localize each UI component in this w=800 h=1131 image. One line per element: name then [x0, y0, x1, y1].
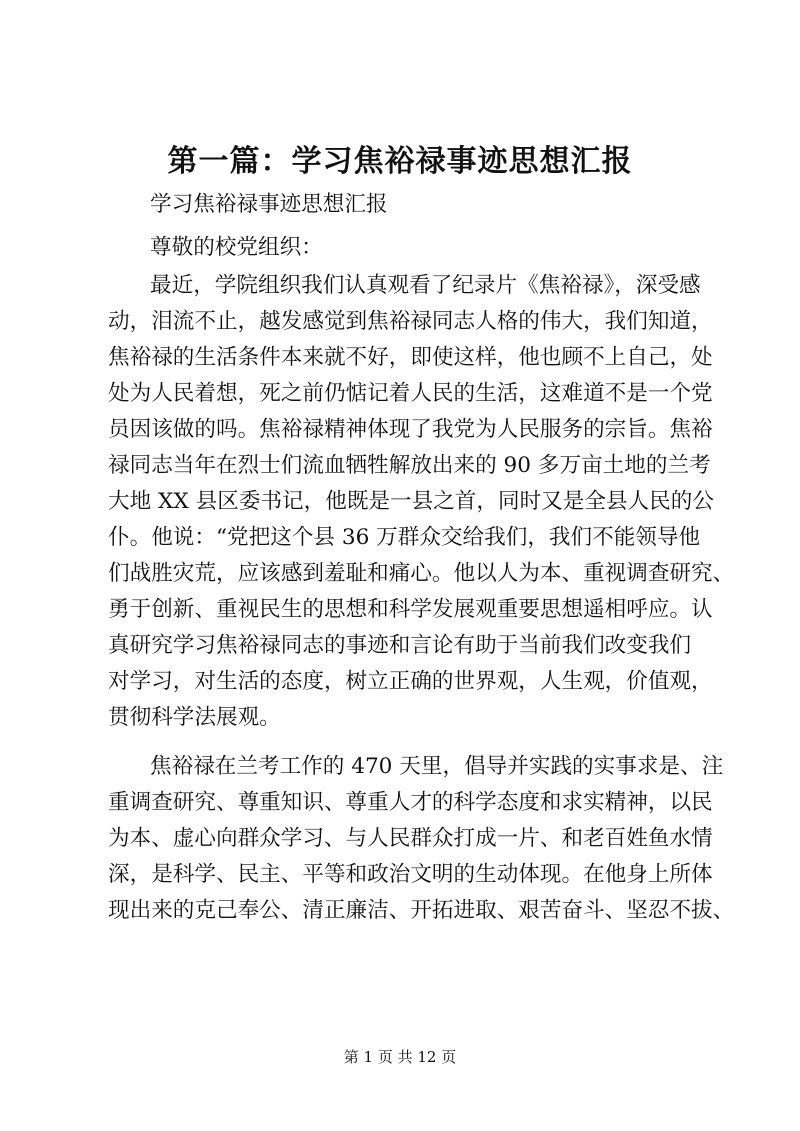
- paragraph-1-line-5: 员因该做的吗。焦裕禄精神体现了我党为人民服务的宗旨。焦裕: [108, 417, 713, 442]
- paragraph-1-line-10: 勇于创新、重视民生的思想和科学发展观重要思想遥相呼应。认: [108, 597, 713, 622]
- subtitle-line: 学习焦裕禄事迹思想汇报: [150, 192, 388, 217]
- paragraph-1-line-8: 仆。他说：“党把这个县 36 万群众交给我们，我们不能领导他: [108, 525, 701, 550]
- paragraph-2-line-1: 焦裕禄在兰考工作的 470 天里，倡导并实践的实事求是、注: [150, 754, 724, 779]
- paragraph-1-line-9: 们战胜灾荒，应该感到羞耻和痛心。他以人为本、重视调查研究、: [108, 561, 735, 586]
- paragraph-1-line-13: 贯彻科学法展观。: [108, 705, 281, 730]
- paragraph-1-line-4: 处为人民着想，死之前仍惦记着人民的生活，这难道不是一个党: [108, 381, 713, 406]
- paragraph-2-line-3: 为本、虚心向群众学习、与人民群众打成一片、和老百姓鱼水情: [108, 826, 713, 851]
- paragraph-2-line-2: 重调查研究、尊重知识、尊重人才的科学态度和求实精神，以民: [108, 790, 713, 815]
- paragraph-1-line-2: 动，泪流不止，越发感觉到焦裕禄同志人格的伟大，我们知道，: [108, 309, 713, 334]
- paragraph-1-line-7: 大地 XX 县区委书记，他既是一县之首，同时又是全县人民的公: [108, 489, 714, 514]
- paragraph-2-line-4: 深，是科学、民主、平等和政治文明的生动体现。在他身上所体: [108, 862, 713, 887]
- paragraph-1-line-12: 对学习，对生活的态度，树立正确的世界观，人生观，价值观，: [108, 669, 713, 694]
- paragraph-2-line-5: 现出来的克己奉公、清正廉洁、开拓进取、艰苦奋斗、坚忍不拔、: [108, 898, 735, 923]
- page-footer: 第 1 页 共 12 页: [343, 1048, 457, 1066]
- paragraph-1-line-3: 焦裕禄的生活条件本来就不好，即使这样，他也顾不上自己，处: [108, 345, 713, 370]
- paragraph-1-line-6: 禄同志当年在烈士们流血牺牲解放出来的 90 多万亩土地的兰考: [108, 453, 711, 478]
- paragraph-1-line-1: 最近，学院组织我们认真观看了纪录片《焦裕禄》，深受感: [150, 273, 701, 298]
- paragraph-1-line-11: 真研究学习焦裕禄同志的事迹和言论有助于当前我们改变我们: [108, 633, 692, 658]
- salutation-line: 尊敬的校党组织：: [150, 235, 323, 260]
- document-title: 第一篇：学习焦裕禄事迹思想汇报: [167, 144, 633, 179]
